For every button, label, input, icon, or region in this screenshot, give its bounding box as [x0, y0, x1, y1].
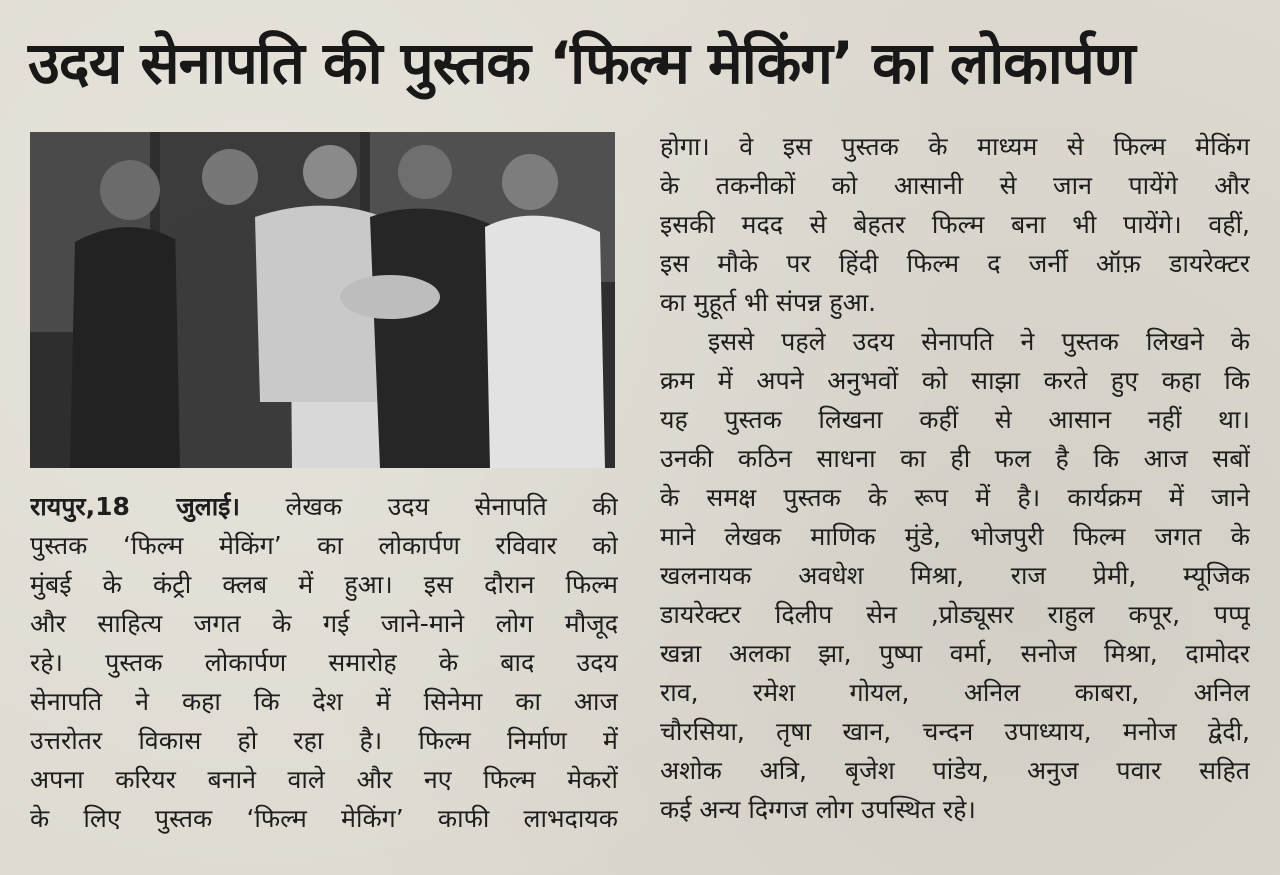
article-line: होगा। वे इस पुस्तक के माध्यम से फिल्म मेकिंग	[660, 132, 1250, 161]
article-line: इस मौके पर हिंदी फिल्म द जर्नी ऑफ़ डायरेक्टर	[660, 249, 1250, 278]
article-line: रहे। पुस्तक लोकार्पण समारोह के बाद उदय	[30, 648, 618, 677]
article-line: माने लेखक माणिक मुंडे, भोजपुरी फिल्म जगत के	[660, 522, 1250, 551]
dateline: रायपुर,18 जुलाई।	[30, 492, 240, 521]
article-line: और साहित्य जगत के गई जाने-माने लोग मौजूद	[30, 609, 618, 638]
article-line: खन्ना अलका झा, पुष्पा वर्मा, सनोज मिश्रा, दामोदर	[660, 639, 1250, 668]
article-line: मुंबई के कंट्री क्लब में हुआ। इस दौरान फिल्म	[30, 570, 618, 599]
article-line: क्रम में अपने अनुभवों को साझा करते हुए कहा कि	[660, 366, 1250, 395]
article-line: खलनायक अवधेश मिश्रा, राज प्रेमी, म्यूजिक	[660, 561, 1250, 590]
article-text: लेखक उदय सेनापति की	[239, 492, 618, 521]
right-column	[660, 127, 1250, 829]
photo-image	[30, 132, 615, 468]
article-line: डायरेक्टर दिलीप सेन ,प्रोड्यूसर राहुल कपूर, पप्पू	[660, 600, 1250, 629]
article-line: चौरसिया, तृषा खान, चन्दन उपाध्याय, मनोज द्वेदी,	[660, 717, 1250, 746]
article-line: सेनापति ने कहा कि देश में सिनेमा का आज	[30, 687, 618, 716]
article-line: पुस्तक ‘फिल्म मेकिंग’ का लोकार्पण रविवार को	[30, 531, 618, 560]
article-line	[30, 487, 618, 526]
article-line: उत्तरोतर विकास हो रहा है। फिल्म निर्माण में	[30, 726, 618, 755]
article-line: अशोक अत्रि, बृजेश पांडेय, अनुज पवार सहित	[660, 756, 1250, 785]
article-line: इसकी मदद से बेहतर फिल्म बना भी पायेंगे। वहीं,	[660, 210, 1250, 239]
left-column	[30, 487, 618, 838]
article-line: राव, रमेश गोयल, अनिल काबरा, अनिल	[660, 678, 1250, 707]
headline: उदय सेनापति की पुस्तक ‘फिल्म मेकिंग’ का लोकार्पण	[28, 29, 1135, 97]
article-line: यह पुस्तक लिखना कहीं से आसान नहीं था।	[660, 405, 1250, 434]
article-line: के तकनीकों को आसानी से जान पायेंगे और	[660, 171, 1250, 200]
article-line: के समक्ष पुस्तक के रूप में है। कार्यक्रम में जाने	[660, 483, 1250, 512]
article-line: इससे पहले उदय सेनापति ने पुस्तक लिखने के	[708, 327, 1250, 356]
article-line: अपना करियर बनाने वाले और नए फिल्म मेकरों	[30, 765, 618, 794]
article-line: के लिए पुस्तक ‘फिल्म मेकिंग’ काफी लाभदायक	[30, 804, 618, 833]
article-line: उनकी कठिन साधना का ही फल है कि आज सबों	[660, 444, 1250, 473]
news-photo	[30, 132, 615, 468]
article-line: का मुहूर्त भी संपन्न हुआ.	[660, 288, 877, 317]
article-line: कई अन्य दिग्गज लोग उपस्थित रहे।	[660, 795, 976, 824]
